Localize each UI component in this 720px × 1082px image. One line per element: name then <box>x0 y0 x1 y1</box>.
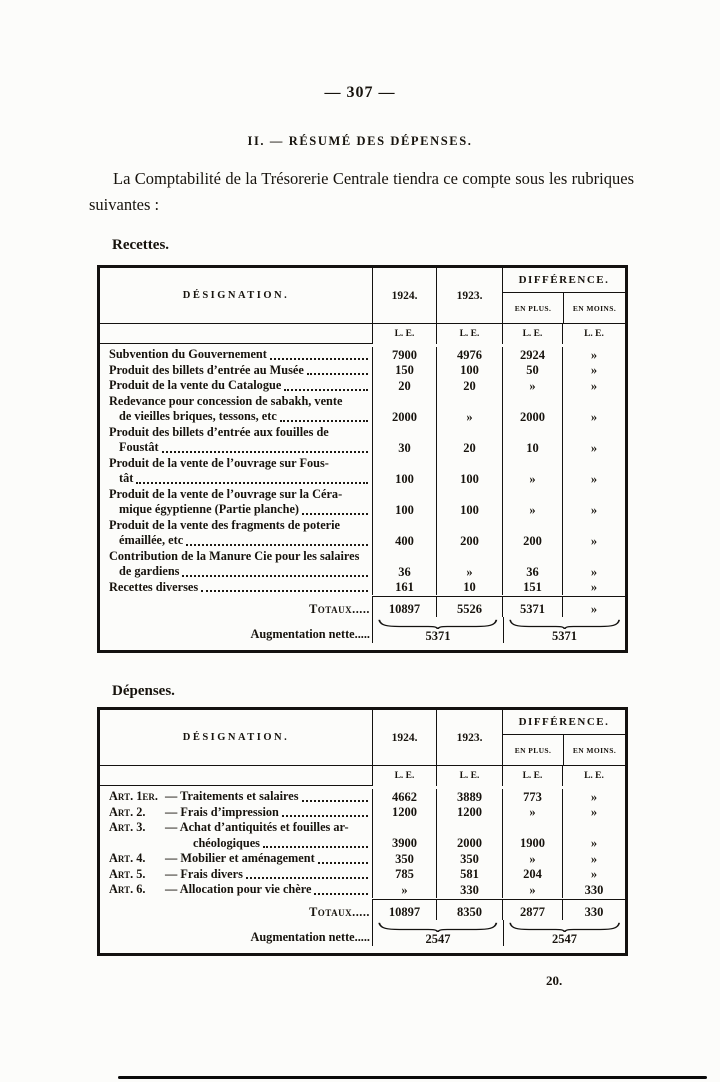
units-designation-cell <box>100 766 372 786</box>
cell-en-plus: 10 <box>502 425 562 456</box>
table-body <box>100 786 625 946</box>
cell-en-moins: » <box>562 363 625 379</box>
row-label: chéologiques <box>193 835 260 850</box>
cell-designation <box>100 456 372 487</box>
article-number: Art. 4. <box>109 851 146 865</box>
cell-1924: 150 <box>372 363 436 379</box>
unit-cell: L. E. <box>436 324 502 344</box>
cell-en-moins: » <box>562 487 625 518</box>
cell-designation <box>100 805 372 821</box>
merged-difference-cell <box>503 920 625 946</box>
row-label: — Achat d’antiquités et fouilles ar- <box>165 820 349 834</box>
recettes-section-label: Recettes. <box>112 237 170 253</box>
cell-designation <box>100 363 372 379</box>
row-label: Produit de la vente des fragments de poterie <box>109 517 340 532</box>
totaux-row <box>100 596 625 617</box>
table-row <box>100 518 625 549</box>
article-number: Art. 1er. <box>109 789 158 803</box>
row-label: Produit des billets d’entrée aux fouilles de <box>109 424 329 439</box>
cell-1924: 7900 <box>372 347 436 363</box>
cell-en-plus: 1900 <box>502 820 562 851</box>
cell-1923: 3889 <box>436 789 502 805</box>
row-label: Foustât <box>119 440 159 454</box>
cell-en-moins: » <box>562 425 625 456</box>
cell-1924: 3900 <box>372 820 436 851</box>
cell-en-moins: » <box>562 789 625 805</box>
cell-1924: 1200 <box>372 805 436 821</box>
cell-designation <box>100 518 372 549</box>
row-label: Produit de la vente de l’ouvrage sur la Céra- <box>109 486 343 501</box>
cell-1923: 200 <box>436 518 502 549</box>
dot-leader <box>201 590 368 592</box>
dot-leader <box>162 451 368 453</box>
dot-leader <box>182 575 368 577</box>
cell-en-moins: » <box>562 394 625 425</box>
cell-en-plus: 200 <box>502 518 562 549</box>
row-label: Produit de la vente du Catalogue <box>109 378 282 392</box>
cell-en-moins: » <box>562 596 625 617</box>
cell-en-moins: 330 <box>562 899 625 920</box>
table-header-en-plus: EN PLUS. <box>514 745 552 755</box>
cell-en-moins: » <box>562 518 625 549</box>
cell-1923: 100 <box>436 456 502 487</box>
page-number: — 307 — <box>324 84 396 101</box>
table-header-designation: DÉSIGNATION. <box>182 732 290 743</box>
recettes-table <box>97 265 628 653</box>
table-header-en-plus: EN PLUS. <box>514 303 552 313</box>
cell-1924: 2000 <box>372 394 436 425</box>
cell-1924: 350 <box>372 851 436 867</box>
dot-leader <box>302 513 368 515</box>
signature-mark: 20. <box>546 973 563 988</box>
augmentation-label: Augmentation nette..... <box>250 929 370 944</box>
unit-cell: L. E. <box>436 766 502 786</box>
table-header-row <box>100 710 625 766</box>
table-row <box>100 378 625 394</box>
table-row <box>100 851 625 867</box>
dot-leader <box>263 846 368 848</box>
table-row <box>100 456 625 487</box>
dot-leader <box>136 482 368 484</box>
table-row <box>100 363 625 379</box>
cell-1924: 161 <box>372 580 436 596</box>
table-row <box>100 425 625 456</box>
cell-en-plus: 151 <box>502 580 562 596</box>
dot-leader <box>284 389 368 391</box>
unit-cell: L. E. <box>562 324 625 344</box>
dot-leader <box>282 815 368 817</box>
table-header-en-moins: EN MOINS. <box>563 293 625 323</box>
unit-cell: L. E. <box>372 766 436 786</box>
row-label: de vieilles briques, tessons, etc <box>119 409 277 423</box>
cell-1923: 330 <box>436 882 502 898</box>
scan-edge-line <box>118 1076 707 1079</box>
units-row <box>100 766 625 786</box>
cell-1924: 785 <box>372 867 436 883</box>
cell-designation <box>100 487 372 518</box>
totaux-label: Totaux..... <box>309 602 370 616</box>
cell-en-plus: 204 <box>502 867 562 883</box>
table-header-row <box>100 268 625 324</box>
totaux-row <box>100 899 625 920</box>
table-row <box>100 789 625 805</box>
unit-cell: L. E. <box>502 324 562 344</box>
cell-en-plus: » <box>502 487 562 518</box>
cell-en-moins: 330 <box>562 882 625 898</box>
merged-difference-cell <box>503 617 625 643</box>
totaux-label: Totaux..... <box>309 904 370 919</box>
cell-en-plus: 5371 <box>502 596 562 617</box>
difference-subheader-row <box>503 735 625 765</box>
table-header-en-moins: EN MOINS. <box>563 735 625 765</box>
cell-en-plus: 50 <box>502 363 562 379</box>
table-row <box>100 487 625 518</box>
table-header-1923: 1923. <box>436 268 502 323</box>
cell-en-plus: 2000 <box>502 394 562 425</box>
totaux-label-cell <box>100 596 372 617</box>
row-label: tât <box>119 471 134 485</box>
difference-subheader-row <box>503 293 625 323</box>
cell-en-moins: » <box>562 867 625 883</box>
cell-1923: 4976 <box>436 347 502 363</box>
augmentation-value: 5371 <box>425 629 451 643</box>
article-number: Art. 3. <box>109 820 146 834</box>
table-row <box>100 805 625 821</box>
curly-brace <box>378 619 498 629</box>
units-designation-cell <box>100 324 372 344</box>
row-label: — Traitements et salaires <box>165 789 299 803</box>
cell-1923: 350 <box>436 851 502 867</box>
cell-en-moins: » <box>562 851 625 867</box>
cell-1923: 100 <box>436 487 502 518</box>
cell-1923: 8350 <box>436 899 502 920</box>
table-header-designation: DÉSIGNATION. <box>182 290 290 301</box>
dot-leader <box>314 893 368 895</box>
row-label: Redevance pour concession de sabakh, vente <box>109 393 343 408</box>
dot-leader <box>246 877 368 879</box>
totaux-label-cell <box>100 899 372 920</box>
row-label: Contribution de la Manure Cie pour les salaires <box>109 548 360 563</box>
row-label: — Mobilier et aménagement <box>165 851 315 865</box>
dot-leader <box>318 862 368 864</box>
row-label: Produit des billets d’entrée au Musée <box>109 362 304 377</box>
augmentation-value: 5371 <box>552 629 577 643</box>
dot-leader <box>302 800 368 802</box>
row-label: — Allocation pour vie chère <box>165 882 312 896</box>
table-header-1923: 1923. <box>436 710 502 765</box>
row-label: mique égyptienne (Partie planche) <box>119 502 299 516</box>
augmentation-value: 2547 <box>552 931 577 946</box>
cell-en-plus: » <box>502 851 562 867</box>
table-row <box>100 867 625 883</box>
article-number: Art. 5. <box>109 866 146 881</box>
cell-1923: 5526 <box>436 596 502 617</box>
augmentation-value: 2547 <box>425 931 451 946</box>
cell-en-plus: » <box>502 882 562 898</box>
table-row <box>100 580 625 596</box>
cell-en-plus: 36 <box>502 549 562 580</box>
cell-designation <box>100 394 372 425</box>
cell-en-moins: » <box>562 347 625 363</box>
cell-1923: 10 <box>436 580 502 596</box>
cell-en-plus: 2877 <box>502 899 562 920</box>
article-number: Art. 6. <box>109 882 146 896</box>
cell-designation <box>100 378 372 394</box>
cell-designation <box>100 851 372 867</box>
unit-cell: L. E. <box>562 766 625 786</box>
cell-1923: 2000 <box>436 820 502 851</box>
cell-en-plus: 2924 <box>502 347 562 363</box>
table-header-difference-group <box>502 268 625 323</box>
cell-designation <box>100 867 372 883</box>
cell-1923: 581 <box>436 867 502 883</box>
cell-designation <box>100 580 372 596</box>
cell-designation <box>100 347 372 363</box>
cell-designation <box>100 820 372 851</box>
cell-1923: » <box>436 394 502 425</box>
dot-leader <box>270 358 368 360</box>
cell-1924: 30 <box>372 425 436 456</box>
merged-years-cell <box>372 920 503 946</box>
cell-en-moins: » <box>562 456 625 487</box>
row-label: — Frais d’impression <box>165 804 279 819</box>
row-label: émaillée, etc <box>119 533 184 547</box>
cell-1924: 100 <box>372 456 436 487</box>
cell-1924: 4662 <box>372 789 436 805</box>
augmentation-label: Augmentation nette..... <box>250 627 370 641</box>
cell-1923: » <box>436 549 502 580</box>
row-label: Recettes diverses <box>109 579 199 594</box>
table-row <box>100 394 625 425</box>
table-row <box>100 882 625 898</box>
table-header-1924: 1924. <box>372 710 436 765</box>
augmentation-row <box>100 617 625 643</box>
augmentation-row <box>100 920 625 946</box>
curly-brace <box>509 619 620 629</box>
cell-en-plus: » <box>502 805 562 821</box>
unit-cell: L. E. <box>502 766 562 786</box>
cell-en-plus: 773 <box>502 789 562 805</box>
cell-1924: 100 <box>372 487 436 518</box>
cell-1923: 100 <box>436 363 502 379</box>
dot-leader <box>280 420 368 422</box>
section-heading: II. — RÉSUMÉ DES DÉPENSES. <box>247 134 473 148</box>
table-header-difference-group <box>502 710 625 765</box>
cell-en-moins: » <box>562 378 625 394</box>
units-row <box>100 324 625 344</box>
cell-1924: 400 <box>372 518 436 549</box>
row-label: — Frais divers <box>165 866 243 881</box>
table-header-difference: DIFFÉRENCE. <box>503 710 625 735</box>
row-label: Produit de la vente de l’ouvrage sur Fous- <box>109 455 329 470</box>
curly-brace <box>509 922 620 932</box>
cell-1924: 20 <box>372 378 436 394</box>
table-header-difference: DIFFÉRENCE. <box>503 268 625 293</box>
cell-en-plus: » <box>502 378 562 394</box>
cell-en-moins: » <box>562 580 625 596</box>
table-row <box>100 820 625 851</box>
table-body <box>100 344 625 643</box>
cell-1923: 20 <box>436 378 502 394</box>
merged-years-cell <box>372 617 503 643</box>
unit-cell: L. E. <box>372 324 436 344</box>
table-row <box>100 549 625 580</box>
cell-designation <box>100 425 372 456</box>
intro-paragraph: La Comptabilité de la Trésorerie Centrale tiendra ce compte sous les rubriques suivantes : <box>89 169 634 215</box>
cell-1924: 10897 <box>372 899 436 920</box>
curly-brace <box>378 922 498 932</box>
dot-leader <box>186 544 368 546</box>
cell-1924: » <box>372 882 436 898</box>
cell-1924: 10897 <box>372 596 436 617</box>
row-label: Subvention du Gouvernement <box>109 347 267 361</box>
cell-en-moins: » <box>562 820 625 851</box>
table-row <box>100 347 625 363</box>
article-number: Art. 2. <box>109 804 146 819</box>
cell-1923: 20 <box>436 425 502 456</box>
cell-designation <box>100 882 372 898</box>
cell-en-plus: » <box>502 456 562 487</box>
dot-leader <box>307 373 368 375</box>
depenses-section-label: Dépenses. <box>112 683 175 699</box>
row-label: de gardiens <box>119 564 180 578</box>
cell-en-moins: » <box>562 805 625 821</box>
cell-1923: 1200 <box>436 805 502 821</box>
table-header-1924: 1924. <box>372 268 436 323</box>
cell-1924: 36 <box>372 549 436 580</box>
depenses-table <box>97 707 628 956</box>
cell-designation <box>100 549 372 580</box>
cell-en-moins: » <box>562 549 625 580</box>
cell-designation <box>100 789 372 805</box>
